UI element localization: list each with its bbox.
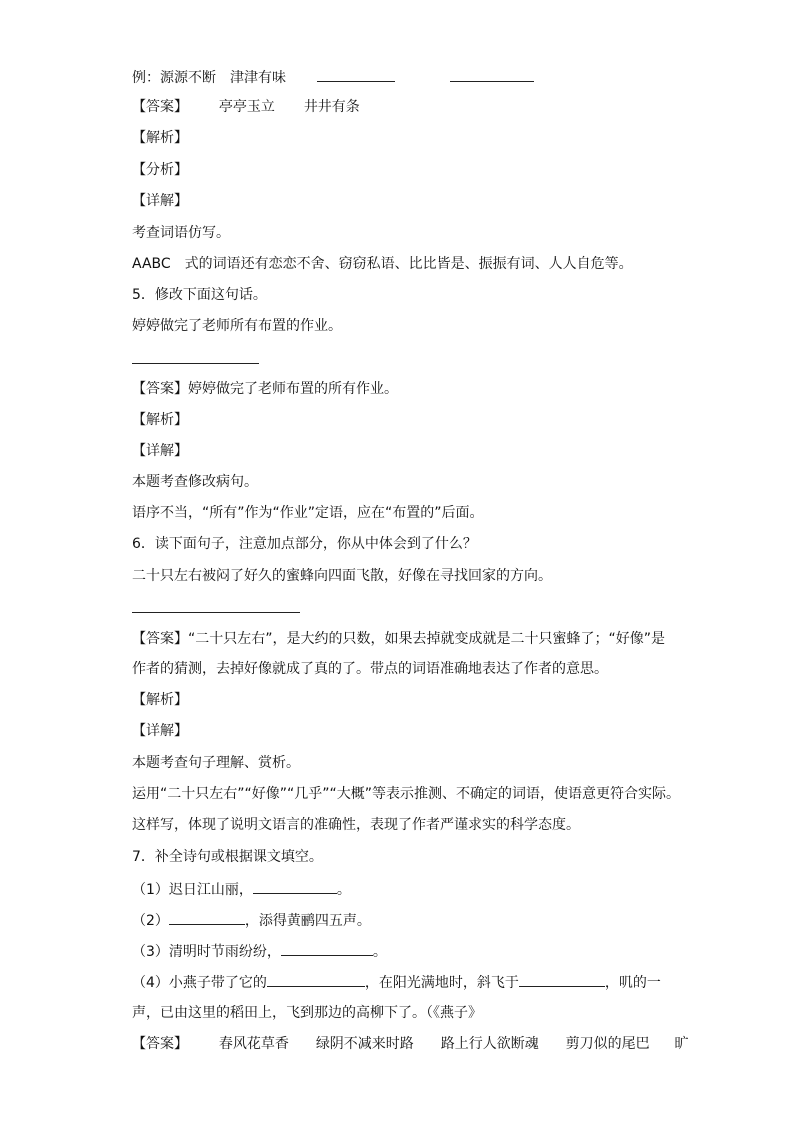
item-text: 。: [372, 944, 387, 960]
answer-value: 亭亭玉立: [218, 99, 275, 115]
question-7-item-3: [132, 941, 387, 961]
question-7-item-1: [132, 879, 351, 899]
question-6-answer-cont: 作者的猜测，去掉好像就成了真的了。带点的词语准确地表达了作者的意思。: [132, 661, 608, 677]
fill-blank: [519, 972, 605, 987]
item-text: ，在阳光满地时，斜飞于: [364, 975, 519, 991]
detail-text: 本题考查句子理解、赏析。: [132, 755, 300, 771]
question-7-answer: [132, 1035, 689, 1053]
detail-heading: 【详解】: [132, 723, 188, 739]
answer-value: 绿阴不减来时路: [315, 1036, 414, 1052]
answer-value: 剪刀似的尾巴: [565, 1036, 650, 1052]
question-5-title: 5．修改下面这句话。: [132, 287, 267, 303]
analysis-heading: 【解析】: [132, 130, 188, 146]
question-6-title: 6．读下面句子，注意加点部分，你从中体会到了什么？: [132, 536, 477, 552]
question-7-item-4-cont: 声，已由这里的稻田上，飞到那边的高柳下了。（《燕子》: [132, 1005, 482, 1021]
answer-rule: [132, 363, 259, 364]
fill-blank: [169, 910, 245, 925]
item-text: （3）清明时节雨纷纷，: [132, 944, 281, 960]
answer-value: 路上行人欲断魂: [440, 1036, 539, 1052]
item-text: 。: [336, 882, 351, 898]
detail-text: 考查词语仿写。: [132, 225, 230, 241]
analysis-subheading: 【分析】: [132, 162, 188, 178]
detail-text: AABC 式的词语还有恋恋不舍、窃窃私语、比比皆是、振振有词、人人自危等。: [132, 256, 633, 272]
analysis-heading: 【解析】: [132, 412, 188, 428]
question-5-sentence: 婷婷做完了老师所有布置的作业。: [132, 318, 342, 334]
question-5-answer: 【答案】婷婷做完了老师布置的所有作业。: [132, 381, 398, 397]
answer-line: [132, 98, 360, 116]
item-text: ，叽的一: [604, 975, 661, 991]
item-text: （4）小燕子带了它的: [132, 975, 267, 991]
question-7-item-2: [132, 910, 371, 930]
answer-label: 【答案】: [132, 1036, 188, 1052]
answer-value: 井井有条: [303, 99, 360, 115]
analysis-heading: 【解析】: [132, 692, 188, 708]
fill-blank: [267, 972, 365, 987]
detail-text: 运用“二十只左右”“好像”“几乎”“大概”等表示推测、不确定的词语，使语意更符合实际。: [132, 786, 681, 802]
example-text: 例：源源不断 津津有味: [132, 70, 286, 86]
detail-heading: 【详解】: [132, 443, 188, 459]
item-text: （2）: [132, 913, 169, 929]
item-text: ，添得黄鹂四五声。: [244, 913, 371, 929]
question-7-item-4: [132, 972, 661, 992]
detail-text: 本题考查修改病句。: [132, 474, 258, 490]
example-line: [132, 67, 534, 87]
item-text: （1）迟日江山丽，: [132, 882, 253, 898]
answer-label: 【答案】: [132, 99, 188, 115]
answer-value: 旷: [674, 1036, 689, 1052]
fill-blank: [281, 941, 373, 956]
answer-blank: [450, 67, 534, 82]
detail-heading: 【详解】: [132, 193, 188, 209]
detail-text: 这样写，体现了说明文语言的准确性，表现了作者严谨求实的科学态度。: [132, 817, 580, 833]
detail-text: 语序不当，“所有”作为“作业”定语，应在“布置的”后面。: [132, 505, 484, 521]
question-6-sentence: 二十只左右被闷了好久的蜜蜂向四面飞散，好像在寻找回家的方向。: [132, 568, 552, 584]
question-7-title: 7．补全诗句或根据课文填空。: [132, 849, 323, 865]
answer-blank: [317, 67, 395, 82]
answer-rule: [132, 612, 300, 613]
question-6-answer: 【答案】“二十只左右”，是大约的只数，如果去掉就变成就是二十只蜜蜂了；“好像”是: [132, 631, 666, 647]
fill-blank: [253, 879, 337, 894]
answer-value: 春风花草香: [218, 1036, 289, 1052]
